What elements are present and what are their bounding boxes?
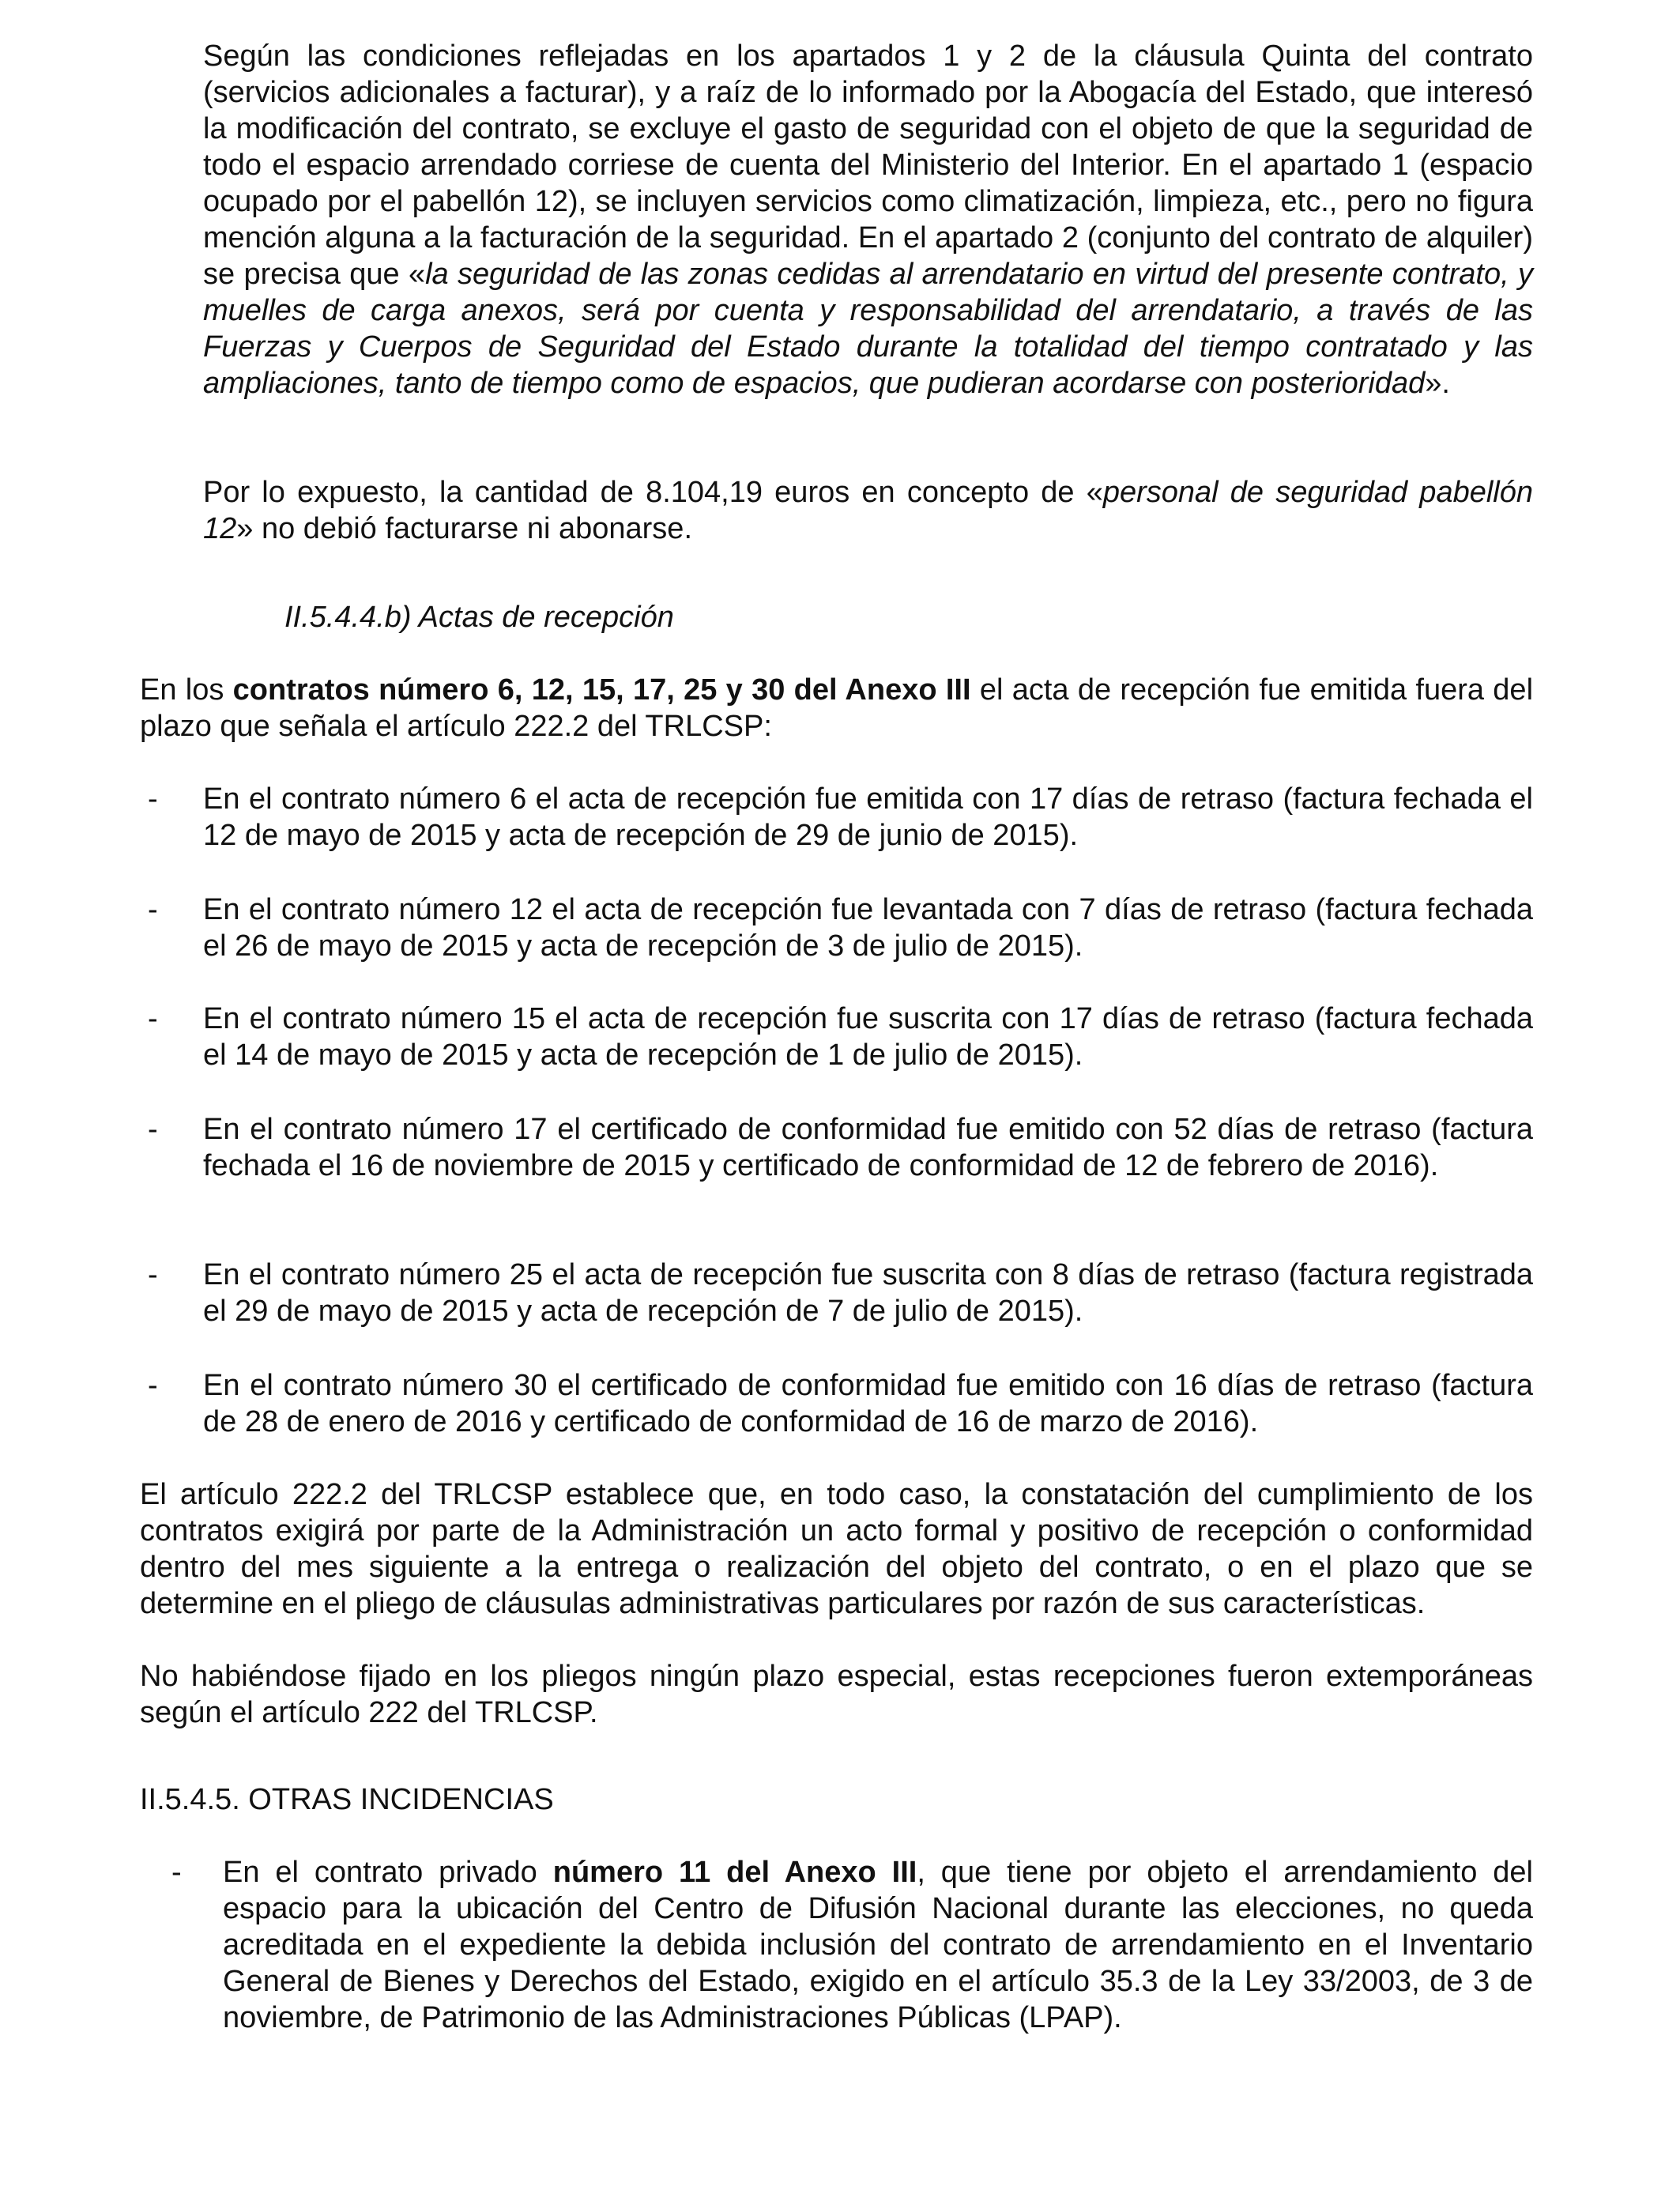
list-item-text: En el contrato número 12 el acta de recepción fue levantada con 7 días de retraso (factura fechada el 26 de mayo de 2015 y acta de recepción de 3 de julio de 2015). xyxy=(203,893,1533,963)
dash-bullet-icon: - xyxy=(148,1369,158,1402)
paragraph-text: el acta de recepción fue emitida fuera del plazo que señala el artículo 222.2 del TRLCSP: xyxy=(140,673,1534,743)
paragraph-security-amount xyxy=(203,474,1533,547)
quoted-clause-italic: la seguridad de las zonas cedidas al arrendatario en virtud del presente contrato, y muelles de carga anexos, será por cuenta y responsabilidad del arrendatario, a través de las Fuerzas y Cuerpos de Seguridad del Estado durante la totalidad del tiempo contratado y las ampliaciones, tanto de tiempo como de espacios, que pudieran acordarse con posterioridad xyxy=(203,258,1533,400)
paragraph-text: En los xyxy=(140,673,233,707)
contracts-reference-bold: contratos número 6, 12, 15, 17, 25 y 30 del Anexo III xyxy=(232,673,971,707)
dash-bullet-icon: - xyxy=(148,1113,158,1146)
list-item-text xyxy=(223,1854,1533,2036)
paragraph-security-clause xyxy=(203,38,1533,401)
paragraph-text: Por lo expuesto, la cantidad de 8.104,19 euros en concepto de « xyxy=(203,476,1103,509)
paragraph-contracts-intro xyxy=(140,672,1533,745)
list-item-text: En el contrato número 15 el acta de recepción fue suscrita con 17 días de retraso (factura fechada el 14 de mayo de 2015 y acta de recepción de 1 de julio de 2015). xyxy=(203,1002,1533,1072)
contract-reference-bold: número 11 del Anexo III xyxy=(552,1856,917,1889)
quoted-concept-italic: personal de seguridad pabellón 12 xyxy=(203,476,1533,545)
list-item-text: En el contrato número 6 el acta de recepción fue emitida con 17 días de retraso (factura fechada el 12 de mayo de 2015 y acta de recepción de 29 de junio de 2015). xyxy=(203,782,1533,852)
paragraph-article-222: El artículo 222.2 del TRLCSP establece que, en todo caso, la constatación del cumplimiento de los contratos exigirá por parte de la Administración un acto formal y positivo de recepción o conformidad dentro del mes siguiente a la entrega o realización del objeto del contrato, o en el plazo que se determine en el pliego de cláusulas administrativas particulares por razón de sus características. xyxy=(140,1478,1533,1620)
list-item-text: En el contrato número 17 el certificado de conformidad fue emitido con 52 días de retraso (factura fechada el 16 de noviembre de 2015 y certificado de conformidad de 12 de febrero de 2016). xyxy=(203,1113,1533,1182)
paragraph-text: , que tiene por objeto el arrendamiento del espacio para la ubicación del Centro de Difusión Nacional durante las elecciones, no queda acreditada en el expediente la debida inclusión del contrato de arrendamiento en el Inventario General de Bienes y Derechos del Estado, exigido en el artículo 35.3 de la Ley 33/2003, de 3 de noviembre, de Patrimonio de las Administraciones Públicas (LPAP). xyxy=(223,1856,1533,2034)
paragraph-text: En el contrato privado xyxy=(223,1856,553,1889)
section-heading-actas-recepcion: II.5.4.4.b) Actas de recepción xyxy=(284,601,674,634)
paragraph-text: Según las condiciones reflejadas en los apartados 1 y 2 de la cláusula Quinta del contrato (servicios adicionales a facturar), y a raíz de lo informado por la Abogacía del Estado, que interesó la modificación del contrato, se excluye el gasto de seguridad con el objeto de que la seguridad de todo el espacio arrendado corriese de cuenta del Ministerio del Interior. En el apartado 1 (espacio ocupado por el pabellón 12), se incluyen servicios como climatización, limpieza, etc., pero no figura mención alguna a la facturación de la seguridad. En el apartado 2 (conjunto del contrato de alquiler) se precisa que « xyxy=(203,40,1533,291)
paragraph-text: » no debió facturarse ni abonarse. xyxy=(236,512,692,545)
dash-bullet-icon: - xyxy=(148,1002,158,1035)
list-item-text: En el contrato número 30 el certificado de conformidad fue emitido con 16 días de retraso (factura de 28 de enero de 2016 y certificado de conformidad de 16 de marzo de 2016). xyxy=(203,1369,1533,1438)
list-item-text: En el contrato número 25 el acta de recepción fue suscrita con 8 días de retraso (factura registrada el 29 de mayo de 2015 y acta de recepción de 7 de julio de 2015). xyxy=(203,1258,1533,1328)
dash-bullet-icon: - xyxy=(148,893,158,926)
paragraph-conclusion: No habiéndose fijado en los pliegos ningún plazo especial, estas recepciones fueron extemporáneas según el artículo 222 del TRLCSP. xyxy=(140,1660,1533,1729)
dash-bullet-icon: - xyxy=(148,782,158,816)
paragraph-text: ». xyxy=(1425,367,1450,400)
dash-bullet-icon: - xyxy=(148,1258,158,1291)
dash-bullet-icon: - xyxy=(171,1856,182,1889)
section-heading-otras-incidencias: II.5.4.5. OTRAS INCIDENCIAS xyxy=(140,1783,554,1816)
